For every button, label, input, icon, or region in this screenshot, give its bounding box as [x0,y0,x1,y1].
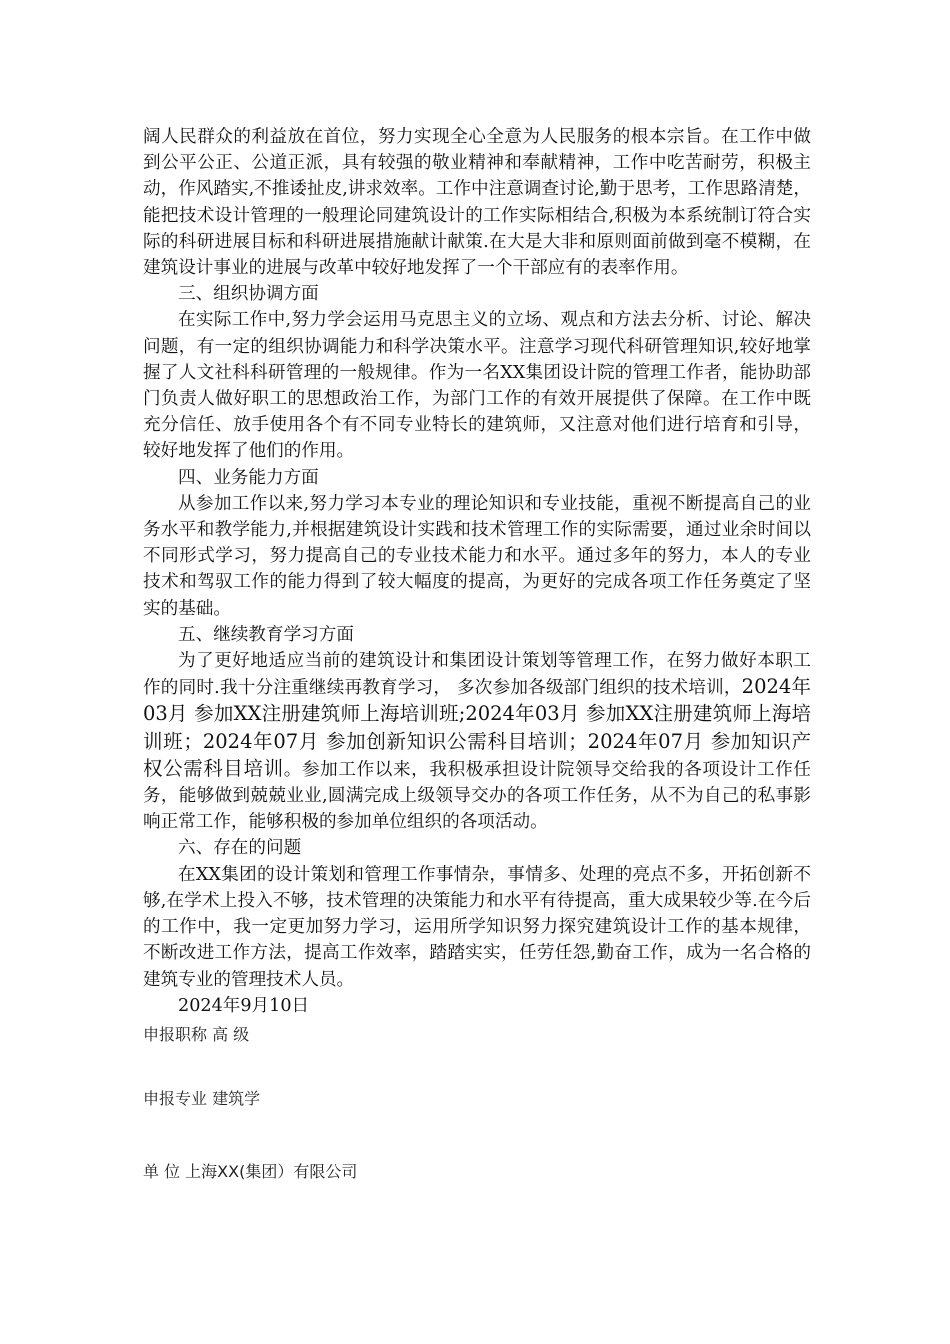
work-unit-line: 单 位 上海XX(集团）有限公司 [143,1162,358,1181]
training-records: 2024年03月 参加XX注册建筑师上海培训班;2024年03月 参加XX注册建筑师上海培训班；2024年07月 参加创新知识公需科目培训；2024年07月 参加知识产权公需科目培训 [143,675,811,780]
section-3-body: 在实际工作中,努力学会运用马克思主义的立场、观点和方法去分析、讨论、解决问题，有一定的组织协调能力和科学决策水平。注意学习现代科研管理知识,较好地掌握了人文社科科研管理的一般规律。作为一名XX集团设计院的管理工作者，能协助部门负责人做好职工的思想政治工作，为部门工作的有效开展提供了保障。在工作中既充分信任、放手使用各个有不同专业特长的建筑师，又注意对他们进行培育和引导，较好地发挥了他们的作用。 [143,310,811,462]
section-6-body: 在XX集团的设计策划和管理工作事情杂，事情多、处理的亮点不多，开拓创新不够,在学术上投入不够，技术管理的决策能力和水平有待提高，重大成果较少等.在今后的工作中，我一定更加努力学习，运用所学知识努力探究建筑设计工作的基本规律，不断改进工作方法，提高工作效率，踏踏实实，任劳任怨,勤奋工作，成为一名合格的建筑专业的管理技术人员。 [143,864,811,990]
signature-date: 2024年9月10日 [178,995,310,1016]
document-body [143,124,811,1019]
section-4-heading: 四、业务能力方面 [178,467,319,488]
section-6-heading: 六、存在的问题 [178,838,302,859]
applied-major-line: 申报专业 建筑学 [143,1089,261,1108]
section-5-body [143,648,811,835]
section-5-heading: 五、继续教育学习方面 [178,624,354,645]
section-3-heading: 三、组织协调方面 [178,284,319,305]
section-4-body: 从参加工作以来,努力学习本专业的理论知识和专业技能，重视不断提高自己的业务水平和教学能力,并根据建筑设计实践和技术管理工作的实际需要，通过业余时间以不同形式学习，努力提高自己的专业技术能力和水平。通过多年的努力，本人的专业技术和驾驭工作的能力得到了较大幅度的提高，为更好的完成各项工作任务奠定了坚实的基础。 [143,493,811,619]
intro-paragraph: 阔人民群众的利益放在首位，努力实现全心全意为人民服务的根本宗旨。在工作中做到公平公正、公道正派，具有较强的敬业精神和奉献精神，工作中吃苦耐劳，积极主动，作风踏实,不推诿扯皮,讲求效率。工作中注意调查讨论,勤于思考，工作思路清楚，能把技术设计管理的一般理论同建筑设计的工作实际相结合,积极为本系统制订符合实际的科研进展目标和科研进展措施献计献策.在大是大非和原则面前做到毫不模糊，在建筑设计事业的进展与改革中较好地发挥了一个干部应有的表率作用。 [143,127,811,279]
section-5-text-part1: 为了更好地适应当前的建筑设计和集团设计策划等管理工作，在努力做好本职工作的同时.我十分注重继续再教育学习， 多次参加各级部门组织的技术培训， [143,651,811,699]
section-5-text-part3: 。参加工作以来，我积极承担设计院领导交给我的各项设计工作任务，能够做到兢兢业业,圆满完成上级领导交办的各项工作任务，从不为自己的私事影响正常工作，能够积极的参加单位组织的各项活动。 [143,759,811,833]
applied-title-line: 申报职称 高 级 [143,1025,250,1044]
